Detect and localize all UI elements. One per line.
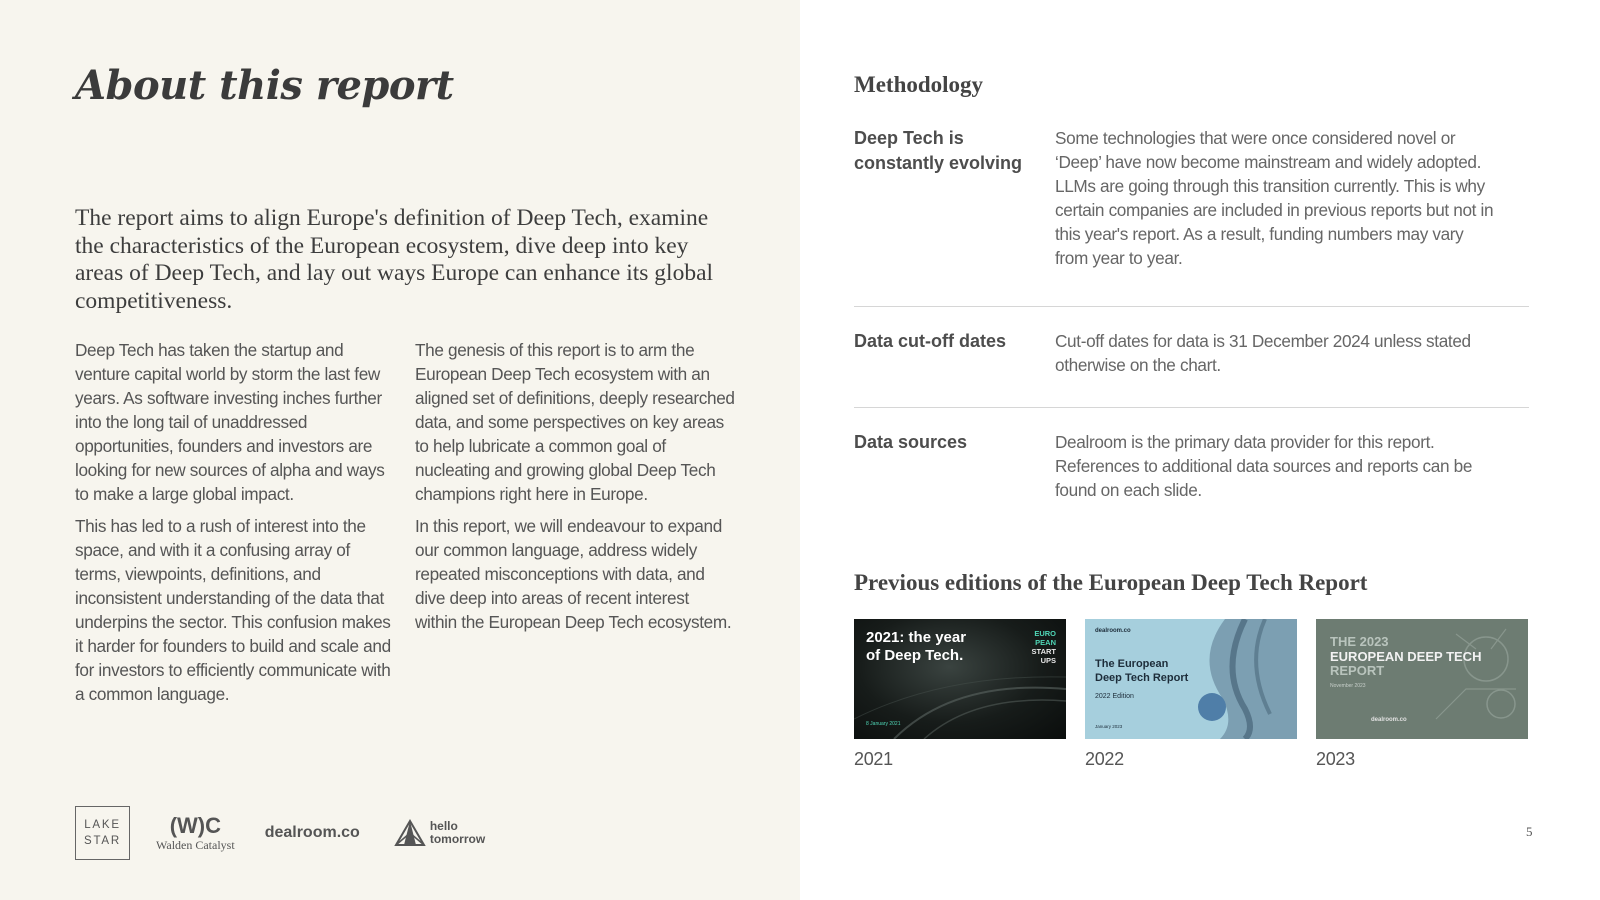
- lakestar-logo: [75, 806, 130, 860]
- report-cover-2023[interactable]: [1316, 619, 1528, 739]
- cover-date: November 2023: [1330, 683, 1366, 689]
- cover-side-line: START: [1031, 647, 1056, 656]
- previous-editions: [854, 619, 1530, 769]
- previous-editions-heading: Previous editions of the European Deep Tech Report: [854, 570, 1368, 595]
- cover-title-line: of Deep Tech.: [866, 647, 964, 664]
- lead-paragraph: The report aims to align Europe's definition of Deep Tech, examine the characteristics of the European ecosystem, dive deep into key areas of Deep Tech, and lay out ways Europe can enhance its global competitiveness.: [75, 205, 714, 314]
- page-number: 5: [1526, 824, 1533, 839]
- walden-catalyst-mark: (W)C: [169, 812, 221, 838]
- edition-2023[interactable]: [1316, 619, 1528, 770]
- cover-title: [1330, 635, 1481, 679]
- cover-title-line: THE 2023: [1330, 634, 1389, 649]
- hello-tomorrow-icon: [394, 819, 426, 847]
- cover-side-line: UPS: [1040, 656, 1056, 665]
- cover-title-line: REPORT: [1330, 663, 1385, 678]
- cover-title: [1095, 657, 1188, 685]
- walden-catalyst-name: Walden Catalyst: [156, 837, 235, 852]
- cover-brand: dealroom.co: [1095, 628, 1131, 634]
- body-paragraph: The genesis of this report is to arm the European Deep Tech ecosystem with an aligned set of definitions, deeply researched data, and some perspectives on key areas to help lubricate a common goal of nucleating and growing global Deep Tech champions right here in Europe.: [415, 340, 735, 504]
- report-cover-2021[interactable]: [854, 619, 1066, 739]
- partner-logos: [75, 806, 485, 860]
- walden-catalyst-logo: [156, 814, 235, 853]
- cover-side-line: PEAN: [1035, 638, 1056, 647]
- page-title: About this report: [75, 62, 454, 109]
- edition-year: 2023: [1316, 749, 1355, 769]
- report-cover-2022[interactable]: [1085, 619, 1297, 739]
- methodology-row-label: Data cut-off dates: [854, 331, 1007, 351]
- cover-title-line: 2021: the year: [866, 629, 967, 646]
- cover-title-line: Deep Tech Report: [1095, 672, 1189, 684]
- cover-title-line: The European: [1095, 658, 1169, 670]
- cover-side-label: [1032, 629, 1056, 665]
- methodology-row-text: Dealroom is the primary data provider for this report. References to additional data sources and reports can be found on each slide.: [1055, 432, 1473, 500]
- cover-title-line: EUROPEAN DEEP TECH: [1330, 648, 1482, 664]
- cover-date: 8 January 2021: [866, 721, 901, 727]
- edition-2022[interactable]: [1085, 619, 1297, 770]
- methodology-row-label: Data sources: [854, 432, 968, 452]
- body-paragraph: Deep Tech has taken the startup and venture capital world by storm the last few years. As software investing inches further into the long tail of unaddressed opportunities, founders and investors are looking for new sources of alpha and ways to make a large global impact.: [75, 340, 385, 504]
- cover-edition: 2022 Edition: [1095, 693, 1134, 700]
- lakestar-logo-top: LAKE: [84, 819, 121, 831]
- body-column-left: [75, 338, 395, 706]
- hello-tomorrow-logo: [394, 819, 485, 847]
- divider: [854, 407, 1529, 408]
- lakestar-logo-bottom: STAR: [83, 835, 122, 847]
- body-paragraph: In this report, we will endeavour to expand our common language, address widely repeated misconceptions with data, and dive deep into areas of recent interest within the European Deep Tech ecosystem.: [415, 516, 732, 632]
- methodology-row-text: Some technologies that were once considered novel or ‘Deep’ have now become mainstream and widely adopted. LLMs are going through this transition currently. This is why certain companies are included in previous reports but not in this year's report. As a result, funding numbers may vary from year to year.: [1055, 128, 1494, 268]
- cover-side-line: EURO: [1034, 629, 1056, 638]
- divider: [854, 306, 1529, 307]
- body-paragraph: This has led to a rush of interest into the space, and with it a confusing array of terms, viewpoints, definitions, and inconsistent understanding of the data that underpins the sector. This confusion makes it harder for founders to build and scale and for investors to efficiently communicate with a common language.: [75, 516, 391, 704]
- methodology-panel: [800, 0, 1600, 900]
- hello-tomorrow-line2: tomorrow: [429, 832, 486, 846]
- methodology-row-label: Deep Tech is constantly evolving: [854, 128, 1023, 173]
- methodology-row-text: Cut-off dates for data is 31 December 2024 unless stated otherwise on the chart.: [1055, 331, 1471, 375]
- body-column-right: [415, 338, 735, 634]
- edition-year: 2021: [854, 749, 893, 769]
- hello-tomorrow-wordmark: [430, 820, 485, 846]
- methodology-heading: Methodology: [854, 72, 984, 97]
- cover-date: January 2023: [1095, 724, 1123, 729]
- cover-title: [866, 629, 966, 665]
- hello-tomorrow-line1: hello: [429, 819, 458, 833]
- dealroom-logo: dealroom.co: [264, 824, 360, 841]
- edition-2021[interactable]: [854, 619, 1066, 770]
- edition-year: 2022: [1085, 749, 1124, 769]
- cover-brand: dealroom.co: [1371, 717, 1407, 723]
